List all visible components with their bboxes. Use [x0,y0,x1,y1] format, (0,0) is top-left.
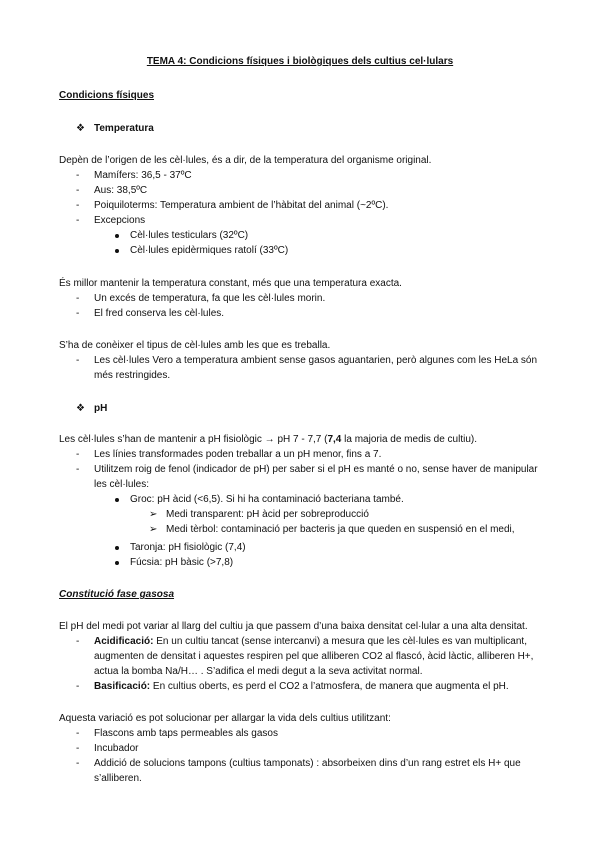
list-item-continuation: actua la bomba Na/H… . S’adifica el medi degut a la seva activitat normal. [94,666,423,677]
dash-bullet-icon: - [76,170,80,181]
dash-bullet-icon: - [76,215,80,226]
list-item: Cèl·lules testiculars (32ºC) [130,230,249,241]
ph-intro-value: 7,4 [327,434,342,445]
dash-bullet-icon: - [76,185,80,196]
dash-bullet-icon: - [76,728,80,739]
basification-text: En cultius oberts, es perd el CO2 a l’atmosfera, de manera que augmenta el pH. [150,681,509,692]
round-bullet-icon [115,234,119,238]
ph-intro [59,434,477,446]
list-item: El fred conserva les cèl·lules. [94,308,225,319]
section-heading-gas-phase: Constitució fase gasosa [59,589,175,600]
paragraph: És millor mantenir la temperatura constant, més que una temperatura exacta. [59,278,402,289]
subheading-ph: pH [94,403,108,414]
arrowhead-bullet-icon: ➢ [149,524,158,535]
list-item [94,681,509,693]
arrowhead-bullet-icon: ➢ [149,509,158,520]
list-item: Excepcions [94,215,146,226]
dash-bullet-icon: - [76,464,80,475]
list-item-continuation: s’alliberen. [94,773,142,784]
acidification-text: En un cultiu tancat (sense intercanvi) a mesura que les cèl·lules es van multiplicant, [153,636,527,647]
diamond-bullet-icon: ❖ [76,123,85,134]
list-item: Les línies transformades poden treballar a un pH menor, fins a 7. [94,449,382,460]
paragraph: Aquesta variació es pot solucionar per allargar la vida dels cultius utilitzant: [59,713,391,724]
list-item: Un excés de temperatura, fa que les cèl·lules morin. [94,293,326,304]
list-item: Medi tèrbol: contaminació per bacteris ja que queden en suspensió en el medi, [166,524,515,535]
list-item: Fúcsia: pH bàsic (>7,8) [130,557,234,568]
dash-bullet-icon: - [76,636,80,647]
dash-bullet-icon: - [76,743,80,754]
document-title: TEMA 4: Condicions físiques i biològiques dels cultius cel·lulars [146,56,454,67]
list-item: Aus: 38,5ºC [94,185,148,196]
round-bullet-icon [115,249,119,253]
list-item: Poiquiloterms: Temperatura ambient de l’hàbitat del animal (~2ºC). [94,200,389,211]
round-bullet-icon [115,498,119,502]
list-item-continuation: les cèl·lules: [94,479,150,490]
temperature-intro: Depèn de l’origen de les cèl·lules, és a dir, de la temperatura del organisme original. [59,155,432,166]
list-item: Flascons amb taps permeables als gasos [94,728,278,739]
list-item: Addició de solucions tampons (cultius tamponats) : absorbeixen dins d’un rang estret els H+ que [94,758,521,769]
dash-bullet-icon: - [76,681,80,692]
paragraph: S’ha de conèixer el tipus de cèl·lules amb les que es treballa. [59,340,331,351]
list-item-continuation: més restringides. [94,370,171,381]
list-item: Utilitzem roig de fenol (indicador de pH) per saber si el pH es manté o no, sense haver de manipular [94,464,538,475]
dash-bullet-icon: - [76,293,80,304]
dash-bullet-icon: - [76,200,80,211]
dash-bullet-icon: - [76,355,80,366]
list-item: Cèl·lules epidèrmiques ratolí (33ºC) [130,245,289,256]
ph-intro-tail: la majoria de medis de cultiu). [341,434,477,445]
round-bullet-icon [115,546,119,550]
list-item: Les cèl·lules Vero a temperatura ambient sense gasos aguantarien, però algunes com les HeLa són [94,355,538,366]
paragraph: El pH del medi pot variar al llarg del cultiu ja que passem d’una baixa densitat cel·lular a una alta densitat. [59,621,528,632]
acidification-label: Acidificació: [94,636,154,647]
diamond-bullet-icon: ❖ [76,403,85,414]
dash-bullet-icon: - [76,449,80,460]
section-heading-physical: Condicions físiques [59,90,155,101]
list-item-continuation: augmenten de densitat i aquestes respiren pel que alliberen CO2 al flascó, àcid làctic, alliberen H+, [94,651,534,662]
subheading-temperature: Temperatura [94,123,154,134]
dash-bullet-icon: - [76,758,80,769]
ph-intro-text: Les cèl·lules s’han de mantenir a pH fisiològic → pH 7 - 7,7 ( [59,434,328,445]
list-item: Groc: pH àcid (<6,5). Si hi ha contaminació bacteriana també. [130,494,404,505]
list-item [94,636,527,648]
list-item: Mamífers: 36,5 - 37ºC [94,170,192,181]
list-item: Incubador [94,743,139,754]
list-item: Taronja: pH fisiològic (7,4) [130,542,246,553]
round-bullet-icon [115,561,119,565]
basification-label: Basificació: [94,681,151,692]
list-item: Medi transparent: pH àcid per sobreproducció [166,509,369,520]
dash-bullet-icon: - [76,308,80,319]
